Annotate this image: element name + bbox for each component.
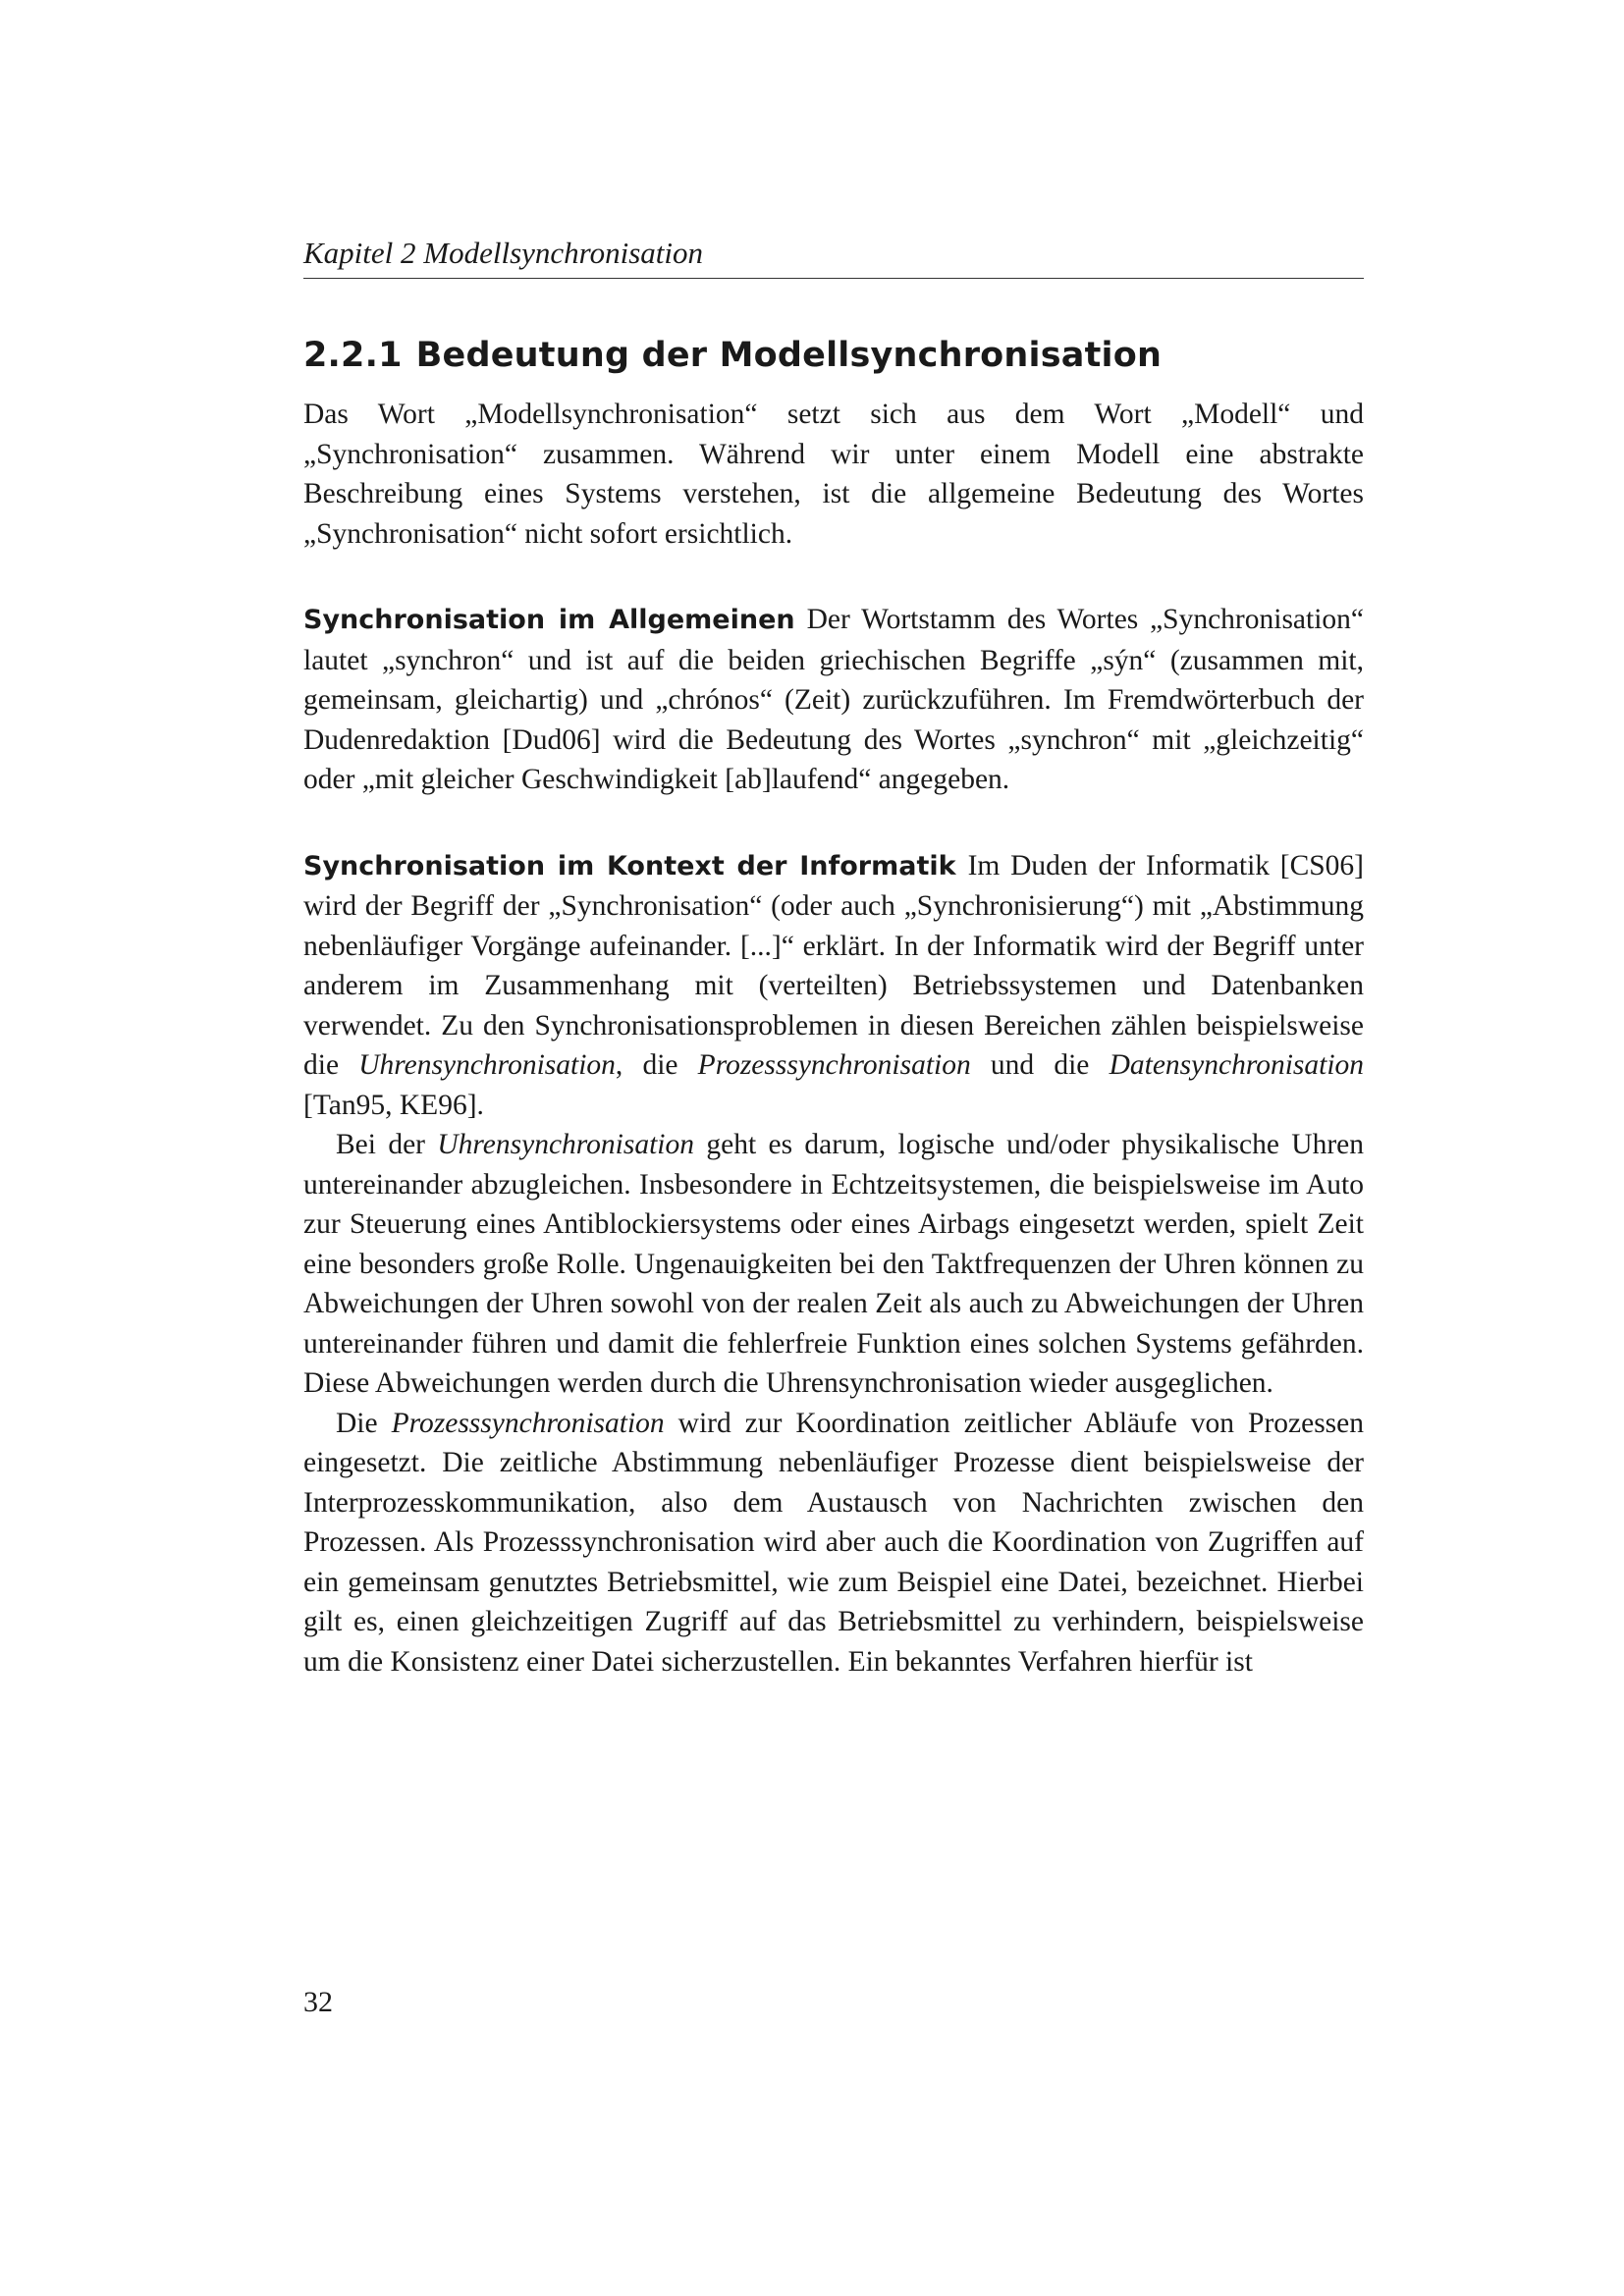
informatik-text-2: , die [615, 1049, 678, 1081]
term-uhren: Uhrensynchronisation [437, 1129, 694, 1160]
paragraph-allgemein [303, 600, 1364, 800]
informatik-citation: [Tan95, KE96]. [303, 1089, 484, 1121]
page-content [303, 334, 1364, 1682]
term-uhrensynchronisation: Uhrensynchronisation [358, 1049, 616, 1081]
page-number: 32 [303, 1986, 333, 2018]
uhren-text-2: geht es darum, logische und/oder physikalische Uhren untereinander abzugleichen. Insbesondere in Echtzeitsystemen, die beispielsweise im Auto zur Steuerung eines Antiblockiersystems oder eines Airbags eingesetzt werden, spielt Zeit eine besonders große Rolle. Ungenauigkeiten bei den Taktfrequenzen der Uhren können zu Abweichungen der Uhren sowohl von der realen Zeit als auch zu Abweichungen der Uhren untereinander führen und damit die fehlerfreie Funktion eines solchen Systems gefährden. Diese Abweichungen werden durch die Uhrensynchronisation wieder ausgeglichen. [303, 1129, 1365, 1399]
paragraph-informatik [303, 846, 1364, 1126]
paragraph-prozess [303, 1404, 1364, 1682]
section-number: 2.2.1 [303, 336, 403, 375]
paragraph-heading-informatik: Synchronisation im Kontext der Informatik [303, 850, 956, 881]
term-prozess: Prozesssynchronisation [391, 1407, 665, 1439]
document-page [303, 0, 1364, 2296]
term-prozesssynchronisation: Prozesssynchronisation [697, 1049, 971, 1081]
paragraph-text-allgemein: Der Wortstamm des Wortes „Synchronisation“ lautet „synchron“ und ist auf die beiden griechischen Begriffe „sýn“ (zusammen mit, gemeinsam, gleichartig) und „chrónos“ (Zeit) zurückzuführen. Im Fremdwörterbuch der Dudenredaktion [Dud06] wird die Bedeutung des Wortes „synchron“ mit „gleichzeitig“ oder „mit gleicher Geschwindigkeit [ab]laufend“ angegeben. [303, 604, 1365, 795]
term-datensynchronisation: Datensynchronisation [1109, 1049, 1365, 1081]
informatik-text-3: und die [990, 1049, 1090, 1081]
section-heading [303, 334, 1364, 377]
section-title: Bedeutung der Modellsynchronisation [415, 336, 1163, 375]
informatik-text-1: Im Duden der Informatik [CS06] wird der Begriff der „Synchronisation“ (oder auch „Synchronisierung“) mit „Abstimmung nebenläufiger Vorgänge aufeinander. [...]“ erklärt. In der Informatik wird der Begriff unter anderem im Zusammenhang mit (verteilten) Betriebssystemen und Datenbanken verwendet. Zu den Synchronisationsproblemen in diesen Bereichen zählen beispielsweise die [303, 849, 1364, 1081]
paragraph-uhren [303, 1125, 1364, 1404]
intro-paragraph: Das Wort „Modellsynchronisation“ setzt sich aus dem Wort „Modell“ und „Synchronisation“ zusammen. Während wir unter einem Modell eine abstrakte Beschreibung eines Systems verstehen, ist die allgemeine Bedeutung des Wortes „Synchronisation“ nicht sofort ersichtlich. [303, 399, 1364, 550]
prozess-text-1: Die [336, 1407, 378, 1439]
paragraph-heading-allgemein: Synchronisation im Allgemeinen [303, 605, 795, 635]
prozess-text-2: wird zur Koordination zeitlicher Abläufe von Prozessen eingesetzt. Die zeitliche Abstimmung nebenläufiger Prozesse dient beispielsweise der Interprozesskommunikation, also dem Austausch von Nachrichten zwischen den Prozessen. Als Prozesssynchronisation wird aber auch die Koordination von Zugriffen auf ein gemeinsam genutztes Betriebsmittel, wie zum Beispiel eine Datei, bezeichnet. Hierbei gilt es, einen gleichzeitigen Zugriff auf das Betriebsmittel zu verhindern, beispielsweise um die Konsistenz einer Datei sicherzustellen. Ein bekanntes Verfahren hierfür ist [303, 1407, 1365, 1678]
uhren-text-1: Bei der [336, 1129, 425, 1160]
running-head: Kapitel 2 Modellsynchronisation [303, 236, 703, 270]
header-rule [303, 278, 1364, 279]
